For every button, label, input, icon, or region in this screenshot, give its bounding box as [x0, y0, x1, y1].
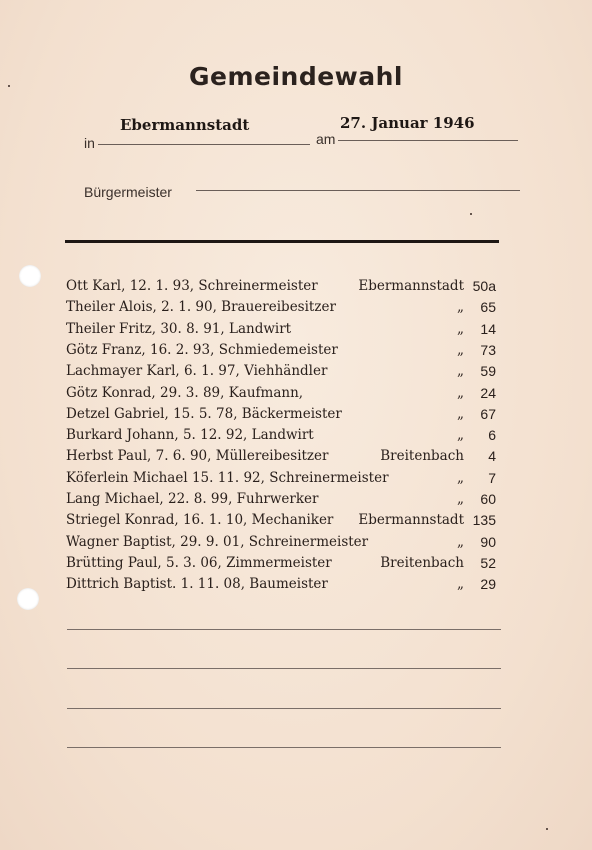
candidate-place: Ebermannstadt	[358, 278, 464, 294]
list-item	[0, 576, 592, 597]
candidate-place: „	[457, 341, 464, 358]
candidate-name: Brütting Paul, 5. 3. 06, Zimmermeister	[66, 554, 332, 571]
list-item	[0, 427, 592, 448]
mayor-line	[196, 190, 520, 191]
blank-line	[67, 747, 501, 748]
candidate-name: Köferlein Michael 15. 11. 92, Schreinermeister	[66, 469, 389, 486]
list-item	[0, 534, 592, 555]
place-value: Ebermannstadt	[120, 116, 250, 134]
speck	[546, 828, 548, 830]
blank-line	[67, 668, 501, 669]
candidate-name: Detzel Gabriel, 15. 5. 78, Bäckermeister	[66, 405, 342, 422]
candidate-place: Breitenbach	[380, 554, 464, 571]
candidate-number: 67	[480, 405, 496, 422]
blank-line	[67, 629, 501, 630]
candidate-place: „	[457, 405, 464, 422]
candidate-place: „	[457, 299, 464, 316]
candidate-place: „	[457, 533, 464, 550]
candidate-name: Wagner Baptist, 29. 9. 01, Schreinermeister	[66, 533, 369, 550]
list-item	[0, 448, 592, 469]
list-item	[0, 385, 592, 406]
candidate-name: Striegel Konrad, 16. 1. 10, Mechaniker	[66, 512, 334, 529]
candidate-number: 52	[480, 554, 496, 571]
blank-line	[67, 708, 501, 709]
candidate-place: „	[457, 384, 464, 401]
list-item	[0, 278, 592, 299]
candidate-name: Lachmayer Karl, 6. 1. 97, Viehhändler	[66, 363, 328, 380]
list-item	[0, 321, 592, 342]
list-item	[0, 299, 592, 320]
candidate-number: 14	[480, 320, 496, 337]
candidate-place: „	[457, 491, 464, 507]
candidate-number: 73	[480, 341, 496, 358]
candidate-name: Herbst Paul, 7. 6. 90, Müllereibesitzer	[66, 448, 329, 465]
list-item	[0, 363, 592, 384]
date-value: 27. Januar 1946	[340, 114, 475, 132]
candidate-number: 50a	[472, 278, 496, 294]
am-label: am	[316, 131, 336, 147]
list-item	[0, 470, 592, 491]
candidate-number: 4	[488, 448, 496, 465]
candidate-number: 90	[480, 533, 496, 550]
mayor-label: Bürgermeister	[84, 184, 172, 200]
candidate-name: Dittrich Baptist. 1. 11. 08, Baumeister	[66, 576, 328, 593]
speck	[470, 213, 472, 215]
candidate-place: „	[457, 469, 464, 486]
candidate-number: 24	[480, 384, 496, 401]
candidate-place: Ebermannstadt	[358, 512, 464, 529]
list-item	[0, 342, 592, 363]
candidate-name: Lang Michael, 22. 8. 99, Fuhrwerker	[66, 491, 319, 507]
candidate-number: 65	[480, 299, 496, 316]
candidate-place: „	[457, 363, 464, 380]
list-item	[0, 512, 592, 533]
page-title: Gemeindewahl	[188, 62, 404, 91]
list-item	[0, 406, 592, 427]
candidate-number: 135	[472, 512, 496, 529]
candidate-name: Götz Konrad, 29. 3. 89, Kaufmann,	[66, 384, 304, 401]
in-label: in	[84, 135, 95, 151]
candidate-name: Theiler Fritz, 30. 8. 91, Landwirt	[66, 320, 292, 337]
candidate-place: „	[457, 320, 464, 337]
heavy-rule	[65, 240, 499, 243]
candidate-name: Burkard Johann, 5. 12. 92, Landwirt	[66, 427, 314, 444]
candidate-place: Breitenbach	[380, 448, 464, 465]
candidate-number: 6	[488, 427, 496, 444]
date-line	[338, 140, 518, 141]
list-item	[0, 555, 592, 576]
candidate-name: Götz Franz, 16. 2. 93, Schmiedemeister	[66, 341, 338, 358]
candidate-number: 60	[480, 491, 496, 507]
candidate-place: „	[457, 427, 464, 444]
candidate-name: Ott Karl, 12. 1. 93, Schreinermeister	[66, 278, 318, 294]
candidate-name: Theiler Alois, 2. 1. 90, Brauereibesitzer	[66, 299, 336, 316]
place-line	[98, 144, 310, 145]
candidate-number: 29	[480, 576, 496, 593]
candidate-number: 59	[480, 363, 496, 380]
list-item	[0, 491, 592, 512]
candidate-place: „	[457, 576, 464, 593]
candidate-number: 7	[488, 469, 496, 486]
